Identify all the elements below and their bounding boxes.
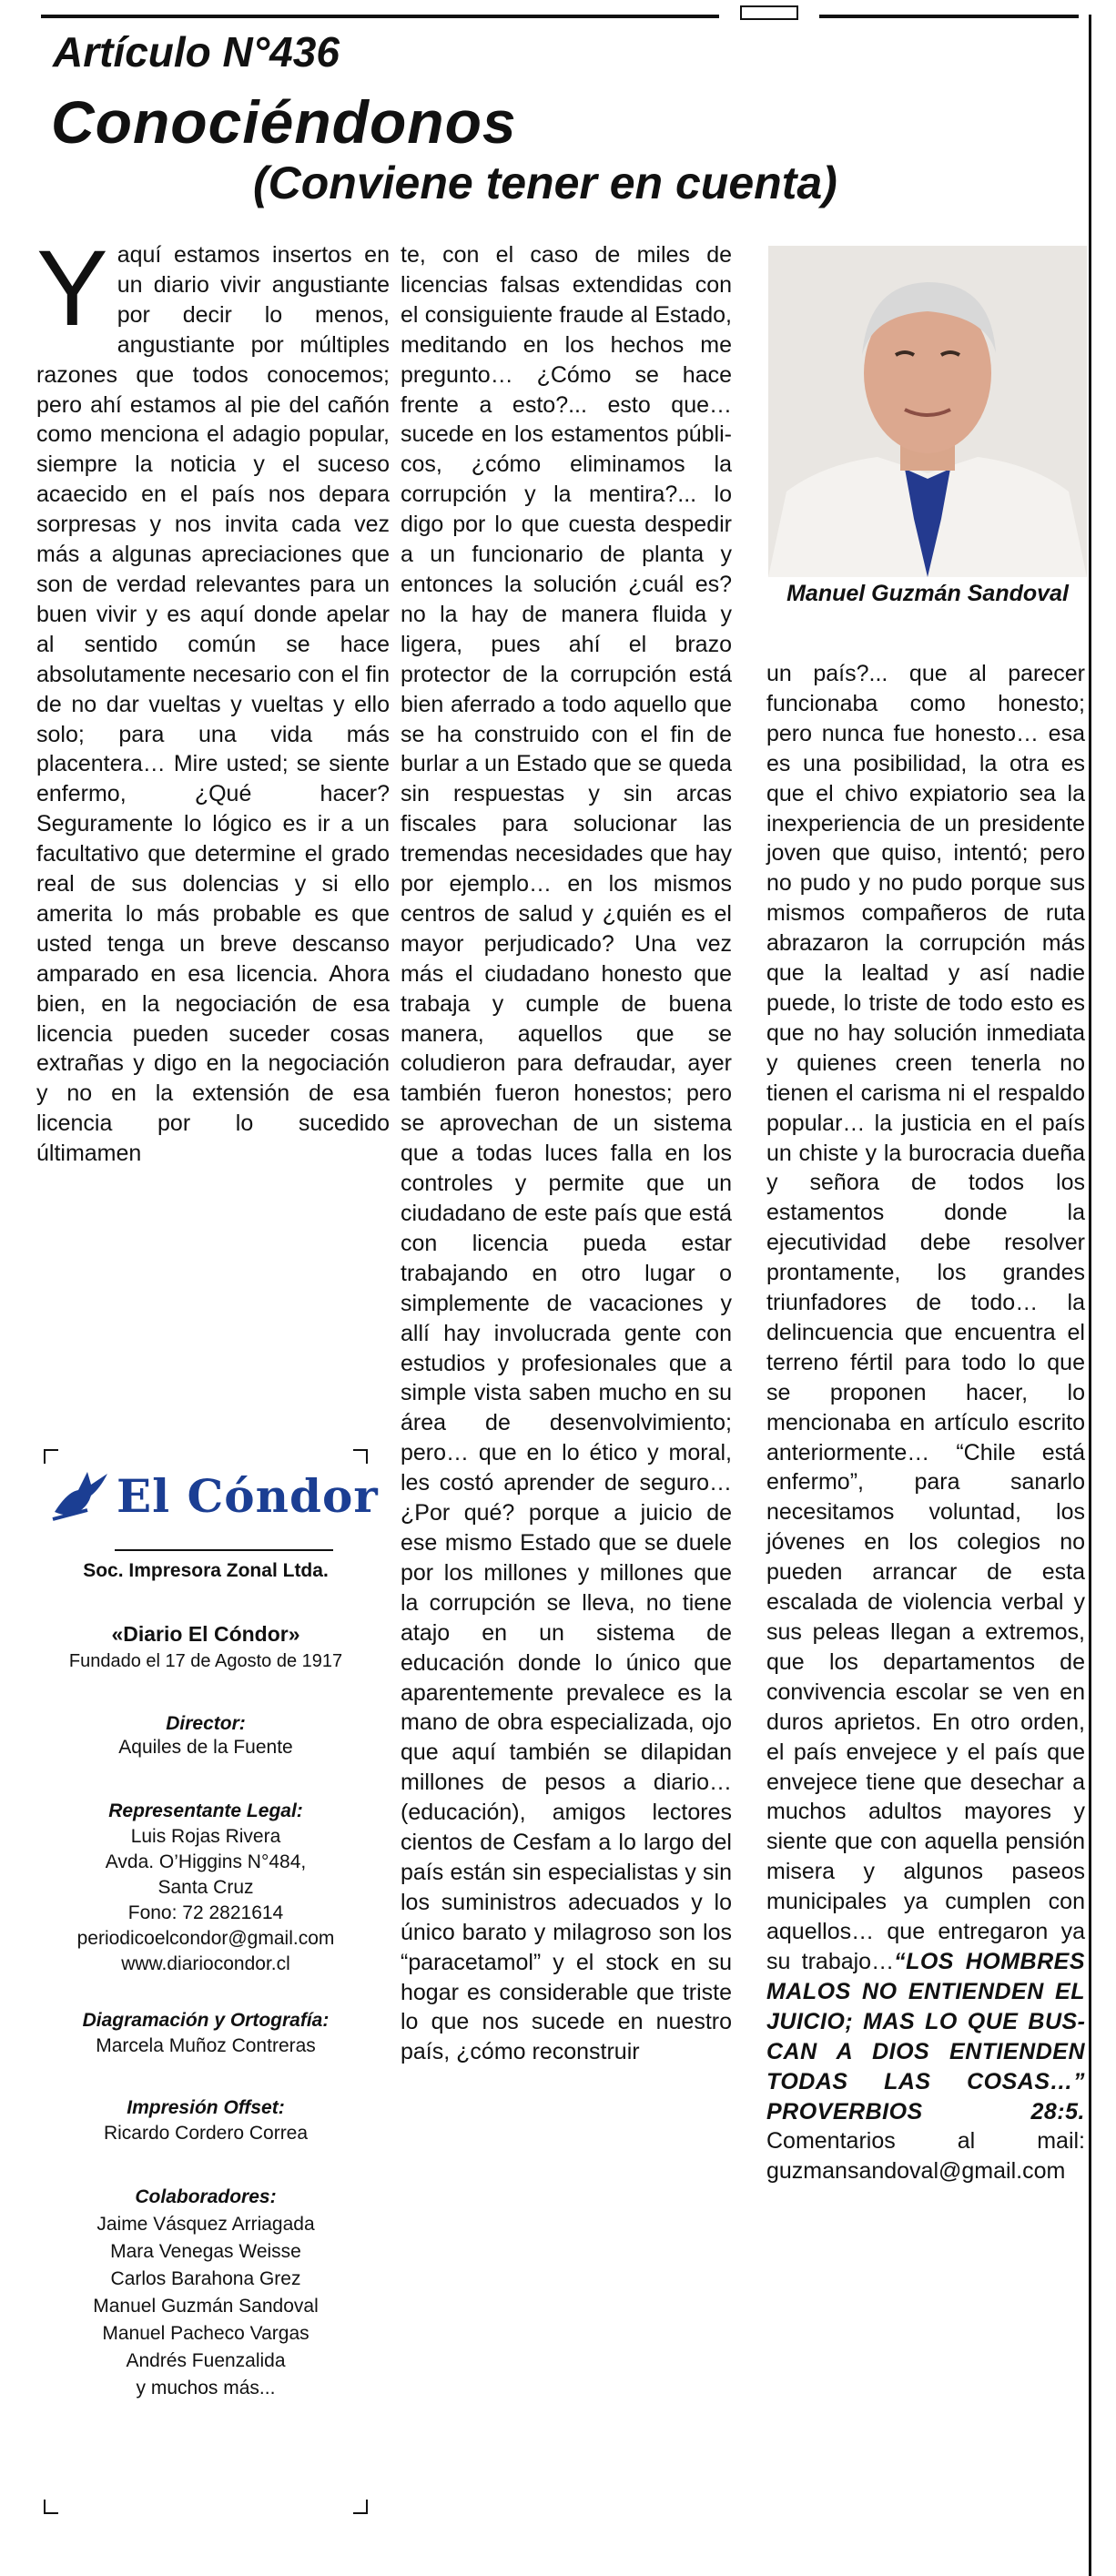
body-column-3	[766, 659, 1085, 2186]
print-name: Ricardo Cordero Correa	[103, 2123, 309, 2144]
masthead-box	[33, 1442, 379, 2521]
el-condor-logo	[51, 1455, 379, 1536]
collaborator-item: Manuel Guzmán Sandoval	[93, 2296, 319, 2317]
print-label: Impresión Offset:	[127, 2097, 285, 2118]
body-text-2: te, con el caso de miles de licencias falsas extendidas con el consiguiente fraude al Estado, meditando en los hechos me pregunto… ¿Cómo se hace frente a esto?... esto que… sucede en los estamentos públicos, ¿cómo eliminamos la corrupción y la mentira?... lo digo por lo que cuesta despedir a un funcionario de planta y entonces la solución ¿cuál es? no la hay de manera fluida y ligera, pues ahí el brazo protector de la corrupción está bien aferrado a todo aquello que se ha construido con el fin de burlar a un Estado que se queda sin respuestas y sin arcas fiscales para solucionar las tremendas necesidades que hay por ejemplo… en los mismos centros de salud y ¿quién es el mayor perjudicado? Una vez más el ciudadano honesto que trabaja y cumple de buena manera, aquellos que se coludieron para defraudar, ayer también fueron honestos; pero se aprovechan de un sistema que a todas luces falla en los controles y permite que un ciudadano de este país que está con licencia pueda estar trabajando en otro lugar o simplemente de vacaciones y allí hay involucrada gente con estudios y profesionales que a simple vista saben mucho en su área de desenvolvimiento; pero… que en lo ético y moral, les costó aprender de seguro… ¿Por qué? porque a juicio de ese mismo Estado que se duele por los millones y millones que la corrupción se lleva, no tiene atajo en un sistema de educación donde lo único que aparentemente prevalece es la mano de obra especializada, ojo que aquí también se dilapidan millones de pesos a diario… (educación), amigos lectores cientos de Cesfam a lo largo del país están sin especialistas y sin los suministros adecuados y lo único barato y milagroso son los “paracetamol” y el stock en su hogar es considerable que triste lo que nos sucede en nuestro país, ¿cómo reconstruir	[401, 242, 732, 2065]
collaborator-item: Andrés Fuenzalida	[126, 2350, 286, 2371]
logo-text: El Cóndor	[117, 1468, 379, 1523]
collaborator-item: Jaime Vásquez Arriagada	[96, 2214, 315, 2235]
legal-label: Representante Legal:	[108, 1800, 303, 1821]
phone-text: Fono: 72 2821614	[127, 1902, 284, 1923]
collaborator-item: Manuel Pacheco Vargas	[102, 2323, 309, 2344]
collaborators-label: Colaboradores:	[135, 2186, 277, 2207]
collaborator-item: y muchos más...	[136, 2378, 276, 2399]
photo-caption: Manuel Guzmán Sandoval	[786, 581, 1069, 606]
layout-name: Marcela Muñoz Contreras	[96, 2035, 316, 2056]
column-rule	[1089, 15, 1091, 2576]
article-subtitle: (Conviene tener en cuenta)	[253, 157, 837, 208]
collaborator-item: Mara Venegas Weisse	[110, 2241, 301, 2262]
layout-label: Diagramación y Ortografía:	[82, 2010, 330, 2031]
paper-name: «Diario El Cóndor»	[111, 1622, 300, 1646]
masthead-rule	[115, 1549, 333, 1551]
comments-mail: Comentarios al mail: guzmansandoval@gmail.com	[766, 2128, 1085, 2185]
address-line-1: Avda. O’Higgins N°484,	[105, 1851, 307, 1872]
legal-name: Luis Rojas Rivera	[130, 1826, 281, 1847]
top-rule	[41, 15, 1079, 18]
director-name: Aquiles de la Fuente	[118, 1737, 293, 1758]
article-number: Artículo N°436	[53, 28, 340, 76]
body-text-3: un país?... que al parecer funcionaba como honesto; pero nunca fue honesto… esa es una posibilidad, la otra es que el chivo expiatorio sea la inexperiencia de un presidente joven que quiso, intentó; pero no pudo y no pudo porque sus mismos compañeros de ruta abrazaron la corrupción más que la lealtad y así nadie puede, lo triste de todo esto es que no hay solución inmediata y quienes creen tenerla no tienen el carisma ni el respaldo popular… la justicia en el país un chiste y la burocracia dueña y señora de todos los estamentos donde la ejecutividad debe resolver prontamente, los grandes triunfadores de todo… la delincuencia que encuentra el terreno fértil para todo lo que se proponen hacer, lo mencionaba en artículo escrito anteriormente… “Chile está enfermo”, para sanarlo necesitamos voluntad, los jóvenes en los colegios no pueden arrancar de esta escalada de violencia verbal y sus peleas llegan a extremos, que los departamentos de convivencia escolar se ven en duros aprietos. En otro orden, el país envejece y el país que envejece tiene que desechar a muchos adultos mayores y siente que con aquella pensión misera y algunos paseos municipales ya cumplen con aquellos… que entregaron ya su trabajo…	[766, 661, 1085, 1974]
founded-text: Fundado el 17 de Agosto de 1917	[68, 1651, 343, 1671]
author-photo	[768, 246, 1087, 577]
body-column-2	[401, 240, 732, 2067]
condor-icon	[51, 1468, 109, 1523]
website-link[interactable]: www.diariocondor.cl	[121, 1953, 290, 1974]
body-text-1: aquí estamos insertos en un diario vivir angustiante por decir lo menos, angustiante por múltiples razones que todos conocemos; pero ahí estamos al pie del cañón como menciona el adagio popular, siempre la noticia y el suceso acaecido en el país nos depara sorpresas y nos invita cada vez más a algunas apreciaciones que son de verdad relevantes para un buen vivir y es aquí donde apelar al sentido común se hace absolutamente necesario con el fin de no dar vueltas y vueltas y ello solo; para una vida más placentera… Mire usted; se siente enfermo, ¿Qué hacer? Seguramente lo lógico es ir a un facultativo que determine el grado real de sus dolencias y si ello amerita lo más probable es que usted tenga un breve descanso amparado en esa licencia. Ahora bien, en la negociación de esa licencia pueden suceder cosas extrañas y digo en la negociación y no en la extensión de esa licencia por lo sucedido últimamen	[36, 242, 390, 1167]
article-title: Conociéndonos	[51, 88, 517, 156]
drop-cap: Y	[36, 228, 108, 349]
bible-quote: “LOS HOMBRES MALOS NO ENTIENDEN EL JUICIO; MAS LO QUE BUSCAN A DIOS ENTIENDEN TODAS LAS COSAS…” PROVERBIOS 28:5.	[766, 1948, 1086, 2125]
email-text[interactable]: periodicoelcondor@gmail.com	[76, 1928, 335, 1949]
qr-code-icon	[719, 4, 819, 22]
author-portrait-image	[768, 246, 1087, 577]
director-label: Director:	[166, 1713, 246, 1734]
body-column-1	[36, 228, 390, 1169]
collaborator-item: Carlos Barahona Grez	[110, 2268, 301, 2289]
address-line-2: Santa Cruz	[157, 1877, 254, 1898]
company-name: Soc. Impresora Zonal Ltda.	[83, 1560, 329, 1581]
